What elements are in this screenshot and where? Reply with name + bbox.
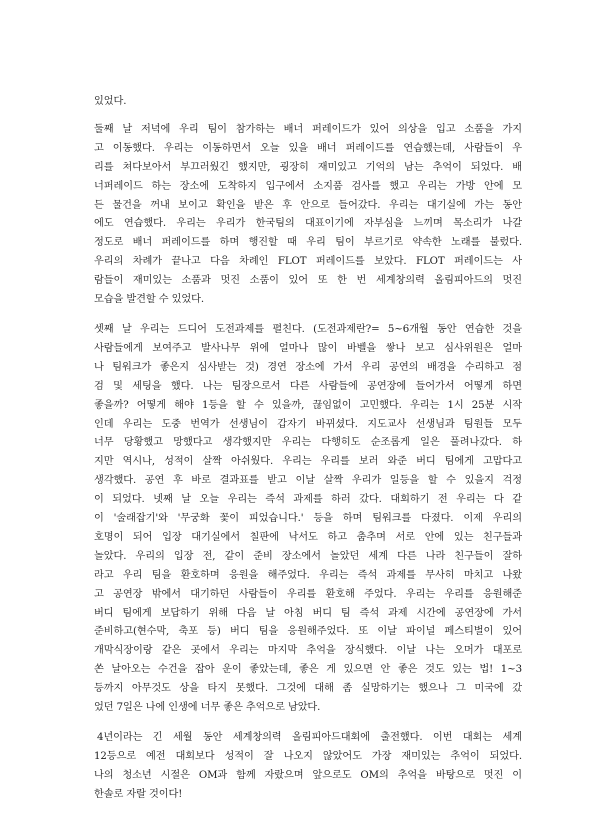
text-line: 리를 쳐다보아서 부끄러웠긴 했지만, 굉장히 재미있고 기억의 남는 추억이 되었다. 배: [94, 161, 522, 173]
text-line: 놀았다. 우리의 입장 전, 같이 준비 장소에서 놀았던 세계 다른 나라 친구들이 잘하: [94, 550, 522, 562]
text-line: 있었다.: [94, 96, 127, 107]
text-line: 우리의 차례가 끝나고 다음 차례인 FLOT 퍼레이드를 보았다. FLOT 퍼레이드는 사: [94, 256, 522, 268]
text-line: 인데 우리는 도중 번역가 선생님이 갑자기 바뀌셨다. 지도교사 선생님과 팀원들 모두: [94, 418, 522, 430]
text-line: 든 물건을 꺼내 보이고 확인을 받은 후 안으로 들어갔다. 우리는 대기실에 가는 동안: [94, 199, 522, 211]
text-line: 호명이 되어 입장 대기실에서 칠판에 낙서도 하고 춤추며 서로 안에 있는 친구들과: [94, 531, 522, 543]
text-line: 한솔로 자랄 것이다!: [94, 788, 183, 800]
text-line: 둘째 날 저녁에 우리 팀이 참가하는 배너 퍼레이드가 있어 의상을 입고 소품을 가지: [94, 123, 522, 135]
text-line: 등까지 아무것도 상을 타지 못했다. 그것에 대해 좀 실망하기는 했으나 그 미국에 갔: [94, 683, 522, 695]
text-line: 너무 당황했고 망했다고 생각했지만 우리는 다행히도 순조롭게 일은 풀려나갔다. 하: [94, 437, 522, 449]
paragraph-p2: [94, 321, 522, 718]
document-page: [94, 93, 522, 816]
text-line: 이 '술래잡기'와 '무궁화 꽃이 피었습니다.' 등을 하며 팀워크를 다졌다. 이제 우리의: [94, 513, 522, 525]
text-line: 준비하고(현수막, 축포 등) 버디 팀을 응원해주었다. 또 이날 파이널 페스티벌이 있어: [94, 626, 522, 638]
text-line: 나 팀워크가 좋은지 심사받는 것) 경연 장소에 가서 우리 공연의 배경을 수리하고 점: [94, 361, 522, 373]
text-line: 생각했다. 공연 후 바로 결과표를 받고 이날 살짝 우리가 일등을 할 수 있을지 걱정: [94, 475, 522, 487]
text-line: 좋을까? 어떻게 해야 1등을 할 수 있을까, 끊임없이 고민했다. 우리는 1시 25분 시작: [94, 399, 522, 411]
text-line: 에도 연습했다. 우리는 우리가 한국팀의 대표이기에 자부심을 느끼며 목소리가 나갈: [94, 218, 522, 230]
text-line: 버디 팀에게 보답하기 위해 다음 날 아침 버디 팀 즉석 과제 시간에 공연장에 가서: [94, 607, 522, 619]
text-line: 나의 청소년 시절은 OM과 함께 자랐으며 앞으로도 OM의 추억을 바탕으로 멋진 이: [94, 769, 522, 781]
text-line: 검 및 세팅을 했다. 나는 팀장으로서 다른 사람들에 공연장에 들어가서 어떻게 하면: [94, 380, 522, 392]
paragraph-p0: [94, 93, 522, 112]
text-line: 고 공연장 밖에서 대기하던 사람들이 우리를 환호해 주었다. 우리는 우리를 응원해준: [94, 588, 522, 600]
text-line: 셋째 날 우리는 드디어 도전과제를 펼친다. (도전과제란?= 5~6개월 동안 연습한 것을: [94, 323, 522, 335]
text-line: 너퍼레이드 하는 장소에 도착하지 입구에서 소지품 검사를 했고 우리는 가방 안에 모: [94, 180, 522, 192]
text-line: 사람들에게 보여주고 발사나무 위에 얼마나 많이 바벨을 쌓나 보고 심사위원은 얼마: [94, 342, 522, 354]
text-line: 개막식장이랑 같은 곳에서 우리는 마지막 추억을 장식했다. 이날 나는 오머가 대포로: [94, 645, 522, 657]
text-line: 12등으로 예전 대회보다 성적이 잘 나오지 않았어도 가장 재미있는 추억이 되었다.: [94, 750, 522, 762]
text-line: 지만 역시나, 성적이 살짝 아쉬웠다. 우리는 우리를 보러 와준 버디 팀에게 고맙다고: [94, 456, 522, 468]
text-line: 람들이 재미있는 소품과 멋진 소품이 있어 또 한 번 세계창의력 올림피아드의 멋진: [94, 275, 522, 287]
paragraph-p1: [94, 121, 522, 310]
text-line: 쏜 날아오는 수건을 잡아 운이 좋았는데, 좋은 게 있으면 안 좋은 것도 있는 법! 1~3: [94, 664, 522, 676]
text-line: 었던 7일은 나에 인생에 너무 좋은 추억으로 남았다.: [94, 702, 321, 714]
text-line: 모습을 발견할 수 있었다.: [94, 294, 204, 306]
text-line: 정도로 배너 퍼레이드를 하며 행진할 때 우리 팀이 부르기로 약속한 노래를 불렀다.: [94, 237, 522, 249]
text-line: 라고 우리 팀을 환호하며 응원을 해주었다. 우리는 즉석 과제를 무사히 마치고 나왔: [94, 569, 522, 581]
text-line: 이 되었다. 넷째 날 오늘 우리는 즉석 과제를 하러 갔다. 대회하기 전 우리는 다 같: [94, 494, 522, 506]
paragraph-p3: [94, 729, 522, 805]
text-line: 고 이동했다. 우리는 이동하면서 오늘 있을 배너 퍼레이드를 연습했는데, 사람들이 우: [94, 142, 522, 154]
text-line: 4년이라는 긴 세월 동안 세계창의력 올림피아드대회에 출전했다. 이번 대회는 세계: [97, 732, 522, 743]
